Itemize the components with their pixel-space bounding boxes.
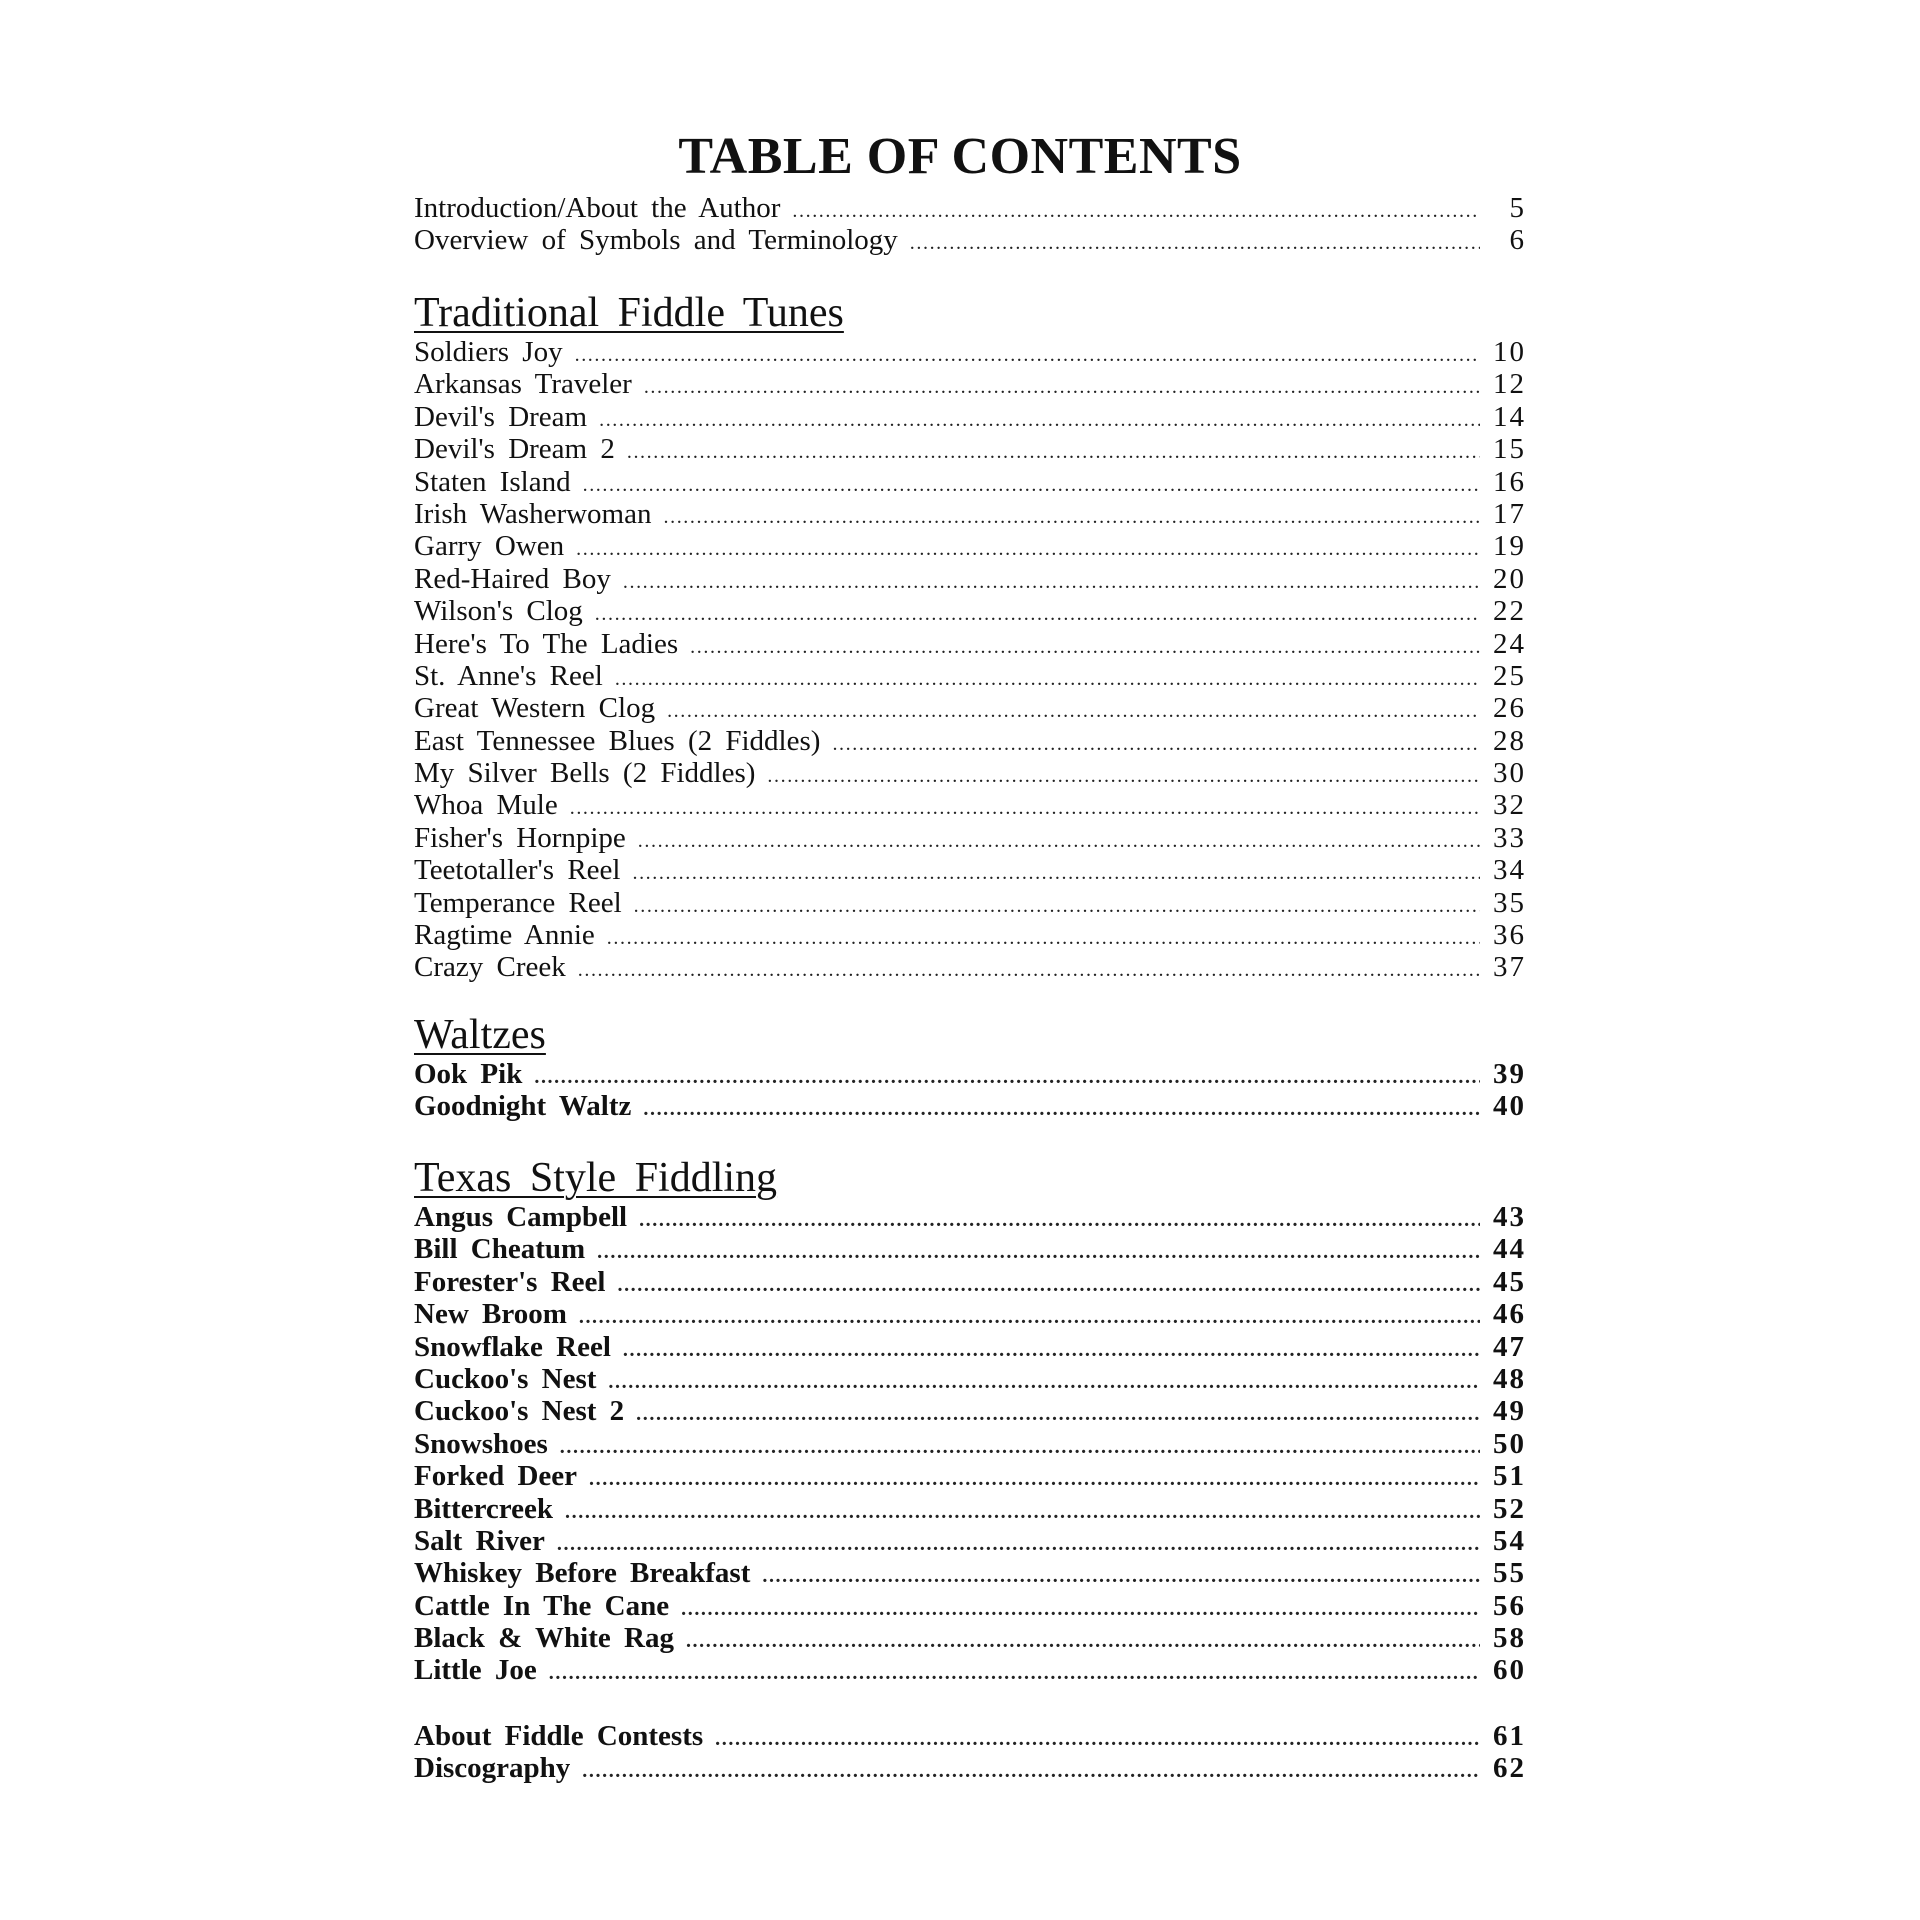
dot-leader xyxy=(589,1463,1480,1492)
back-matter xyxy=(414,1720,1526,1785)
section-waltzes xyxy=(414,1012,1526,1123)
toc-entry-page: 62 xyxy=(1493,1752,1526,1785)
toc-entry-page: 55 xyxy=(1493,1557,1526,1590)
toc-entry-page: 43 xyxy=(1493,1201,1526,1233)
toc-entry-label: My Silver Bells (2 Fiddles) xyxy=(414,757,756,790)
toc-entry-page: 25 xyxy=(1493,659,1526,692)
front-matter xyxy=(414,192,1526,257)
dot-leader xyxy=(597,1236,1480,1265)
toc-entry-page: 46 xyxy=(1493,1298,1526,1331)
toc-entry[interactable] xyxy=(414,1654,1526,1686)
toc-entry-page: 16 xyxy=(1493,465,1526,498)
toc-entry-label: Cuckoo's Nest xyxy=(414,1362,597,1395)
dot-leader xyxy=(910,227,1480,256)
toc-entry-page: 10 xyxy=(1493,336,1526,368)
dot-leader xyxy=(638,825,1480,854)
dot-leader xyxy=(595,598,1480,627)
toc-entry-label: Ook Pik xyxy=(414,1058,523,1090)
toc-entry-page: 49 xyxy=(1493,1395,1526,1428)
section-texas xyxy=(414,1155,1526,1687)
dot-leader xyxy=(715,1723,1480,1752)
toc-entry-page: 30 xyxy=(1493,757,1526,790)
dot-leader xyxy=(560,1431,1480,1460)
toc-entry[interactable] xyxy=(414,336,1526,368)
toc-entry-label: Garry Owen xyxy=(414,530,565,563)
dot-leader xyxy=(636,1398,1480,1427)
toc-entry-label: Bill Cheatum xyxy=(414,1233,586,1266)
toc-entry[interactable] xyxy=(414,1363,1526,1395)
toc-entry-page: 48 xyxy=(1493,1362,1526,1395)
toc-entry[interactable] xyxy=(414,628,1526,660)
toc-entry-label: Staten Island xyxy=(414,465,571,498)
dot-leader xyxy=(632,857,1480,886)
toc-entry[interactable] xyxy=(414,1720,1526,1752)
toc-entry-label: Temperance Reel xyxy=(414,886,622,919)
toc-entry-page: 61 xyxy=(1493,1720,1526,1752)
toc-entry[interactable] xyxy=(414,1090,1526,1122)
toc-entry-label: Introduction/About the Author xyxy=(414,192,781,224)
section-heading: Traditional Fiddle Tunes xyxy=(414,290,844,336)
toc-entry-page: 5 xyxy=(1509,192,1526,224)
dot-leader xyxy=(832,728,1480,757)
toc-entry-label: Ragtime Annie xyxy=(414,919,595,952)
dot-leader xyxy=(578,954,1480,983)
toc-entry-label: Overview of Symbols and Terminology xyxy=(414,224,898,257)
toc-entry[interactable] xyxy=(414,563,1526,595)
toc-entry-label: East Tennessee Blues (2 Fiddles) xyxy=(414,724,821,757)
toc-entry-label: Wilson's Clog xyxy=(414,595,583,628)
toc-entry[interactable] xyxy=(414,951,1526,983)
toc-entry-page: 17 xyxy=(1493,497,1526,530)
toc-entry-page: 45 xyxy=(1493,1265,1526,1298)
dot-leader xyxy=(608,1366,1480,1395)
toc-entry-page: 32 xyxy=(1493,789,1526,822)
dot-leader xyxy=(565,1496,1480,1525)
toc-entry[interactable] xyxy=(414,530,1526,562)
toc-entry[interactable] xyxy=(414,1752,1526,1784)
toc-entry[interactable] xyxy=(414,789,1526,821)
toc-entry[interactable] xyxy=(414,1058,1526,1090)
toc-entry-page: 44 xyxy=(1493,1233,1526,1266)
toc-entry-label: Irish Washerwoman xyxy=(414,497,652,530)
toc-entry-label: Salt River xyxy=(414,1524,545,1557)
dot-leader xyxy=(681,1593,1480,1622)
toc-entry-page: 15 xyxy=(1493,433,1526,466)
toc-entry-label: Here's To The Ladies xyxy=(414,627,679,660)
toc-entry[interactable] xyxy=(414,1395,1526,1427)
toc-entry-label: St. Anne's Reel xyxy=(414,659,603,692)
toc-entry[interactable] xyxy=(414,1622,1526,1654)
dot-leader xyxy=(634,890,1480,919)
dot-leader xyxy=(686,1625,1480,1654)
toc-entry-page: 28 xyxy=(1493,724,1526,757)
toc-entry-label: About Fiddle Contests xyxy=(414,1720,704,1752)
dot-leader xyxy=(690,631,1480,660)
section-heading: Texas Style Fiddling xyxy=(414,1155,778,1201)
dot-leader xyxy=(644,371,1480,400)
toc-entry-page: 36 xyxy=(1493,919,1526,952)
toc-entry[interactable] xyxy=(414,401,1526,433)
toc-entry-label: Devil's Dream 2 xyxy=(414,433,615,466)
dot-leader xyxy=(557,1528,1480,1557)
toc-entry-label: Cuckoo's Nest 2 xyxy=(414,1395,625,1428)
dot-leader xyxy=(534,1061,1480,1090)
dot-leader xyxy=(623,1334,1480,1363)
toc-entry[interactable] xyxy=(414,1460,1526,1492)
toc-entry[interactable] xyxy=(414,433,1526,465)
toc-entry[interactable] xyxy=(414,498,1526,530)
toc-entry-label: Snowshoes xyxy=(414,1427,548,1460)
toc-entry[interactable] xyxy=(414,1266,1526,1298)
toc-entry-label: Devil's Dream xyxy=(414,400,588,433)
toc-entry[interactable] xyxy=(414,1590,1526,1622)
toc-entry[interactable] xyxy=(414,854,1526,886)
toc-entry-label: Angus Campbell xyxy=(414,1201,628,1233)
toc-entry-page: 14 xyxy=(1493,400,1526,433)
toc-entry[interactable] xyxy=(414,1493,1526,1525)
toc-entry[interactable] xyxy=(414,1331,1526,1363)
dot-leader xyxy=(615,663,1480,692)
toc-entry-page: 50 xyxy=(1493,1427,1526,1460)
toc-entry-page: 58 xyxy=(1493,1622,1526,1655)
toc-entry[interactable] xyxy=(414,1201,1526,1233)
toc-entry-label: Teetotaller's Reel xyxy=(414,854,621,887)
toc-entry[interactable] xyxy=(414,1525,1526,1557)
toc-entry-label: Fisher's Hornpipe xyxy=(414,821,626,854)
toc-entry[interactable] xyxy=(414,919,1526,951)
toc-entry[interactable] xyxy=(414,822,1526,854)
toc-entry-label: New Broom xyxy=(414,1298,567,1331)
toc-entry-label: Soldiers Joy xyxy=(414,336,563,368)
toc-entry-label: Black & White Rag xyxy=(414,1622,674,1655)
toc-entry[interactable] xyxy=(414,887,1526,919)
dot-leader xyxy=(664,501,1481,530)
dot-leader xyxy=(575,339,1480,368)
toc-entry-label: Little Joe xyxy=(414,1654,537,1687)
dot-leader xyxy=(667,695,1480,724)
dot-leader xyxy=(767,760,1480,789)
dot-leader xyxy=(583,469,1480,498)
toc-entry-label: Forked Deer xyxy=(414,1460,578,1493)
toc-entry[interactable] xyxy=(414,1428,1526,1460)
dot-leader xyxy=(599,404,1480,433)
toc-entry-page: 56 xyxy=(1493,1589,1526,1622)
toc-entry[interactable] xyxy=(414,660,1526,692)
dot-leader xyxy=(579,1301,1480,1330)
toc-entry-page: 52 xyxy=(1493,1492,1526,1525)
dot-leader xyxy=(549,1657,1480,1686)
toc-entry[interactable] xyxy=(414,595,1526,627)
toc-entry[interactable] xyxy=(414,466,1526,498)
dot-leader xyxy=(582,1755,1480,1784)
dot-leader xyxy=(623,566,1480,595)
toc-entry-page: 19 xyxy=(1493,530,1526,563)
dot-leader xyxy=(639,1204,1480,1233)
toc-entry-page: 37 xyxy=(1493,951,1526,984)
toc-entry[interactable] xyxy=(414,757,1526,789)
toc-entry-label: Red-Haired Boy xyxy=(414,562,611,595)
toc-entry[interactable] xyxy=(414,1557,1526,1589)
dot-leader xyxy=(607,922,1480,951)
dot-leader xyxy=(570,792,1480,821)
toc-entry[interactable] xyxy=(414,368,1526,400)
toc-entry[interactable] xyxy=(414,192,1526,224)
toc-entry-label: Forester's Reel xyxy=(414,1265,606,1298)
toc-entry-page: 39 xyxy=(1493,1058,1526,1090)
toc-entry-page: 33 xyxy=(1493,821,1526,854)
dot-leader xyxy=(792,195,1480,224)
toc-entry-label: Goodnight Waltz xyxy=(414,1090,632,1123)
dot-leader xyxy=(576,533,1480,562)
toc-entry-label: Discography xyxy=(414,1752,571,1785)
toc-entry-page: 47 xyxy=(1493,1330,1526,1363)
page-title: TABLE OF CONTENTS xyxy=(678,127,1242,185)
dot-leader xyxy=(762,1560,1480,1589)
toc-entry[interactable] xyxy=(414,1233,1526,1265)
toc-entry-page: 26 xyxy=(1493,692,1526,725)
toc-entry-page: 51 xyxy=(1493,1460,1526,1493)
toc-entry-label: Snowflake Reel xyxy=(414,1330,611,1363)
toc-entry-label: Great Western Clog xyxy=(414,692,656,725)
section-heading: Waltzes xyxy=(414,1012,546,1058)
toc-entry-label: Whoa Mule xyxy=(414,789,558,822)
toc-entry[interactable] xyxy=(414,224,1526,256)
dot-leader xyxy=(627,436,1480,465)
toc-entry-label: Whiskey Before Breakfast xyxy=(414,1557,751,1590)
toc-entry-page: 22 xyxy=(1493,595,1526,628)
toc-entry-page: 34 xyxy=(1493,854,1526,887)
toc-entry-page: 35 xyxy=(1493,886,1526,919)
toc-entry-label: Arkansas Traveler xyxy=(414,368,632,401)
toc-entry-page: 6 xyxy=(1509,224,1526,257)
toc-entry-page: 20 xyxy=(1493,562,1526,595)
dot-leader xyxy=(617,1269,1480,1298)
toc-entry-page: 40 xyxy=(1493,1090,1526,1123)
toc-entry[interactable] xyxy=(414,1298,1526,1330)
toc-entry-label: Crazy Creek xyxy=(414,951,566,984)
toc-entry-page: 12 xyxy=(1493,368,1526,401)
section-traditional xyxy=(414,290,1526,984)
toc-entry[interactable] xyxy=(414,725,1526,757)
toc-entry-label: Cattle In The Cane xyxy=(414,1589,670,1622)
toc-entry-page: 60 xyxy=(1493,1654,1526,1687)
toc-entry-label: Bittercreek xyxy=(414,1492,554,1525)
dot-leader xyxy=(643,1093,1480,1122)
toc-entry[interactable] xyxy=(414,692,1526,724)
toc-entry-page: 54 xyxy=(1493,1524,1526,1557)
toc-entry-page: 24 xyxy=(1493,627,1526,660)
